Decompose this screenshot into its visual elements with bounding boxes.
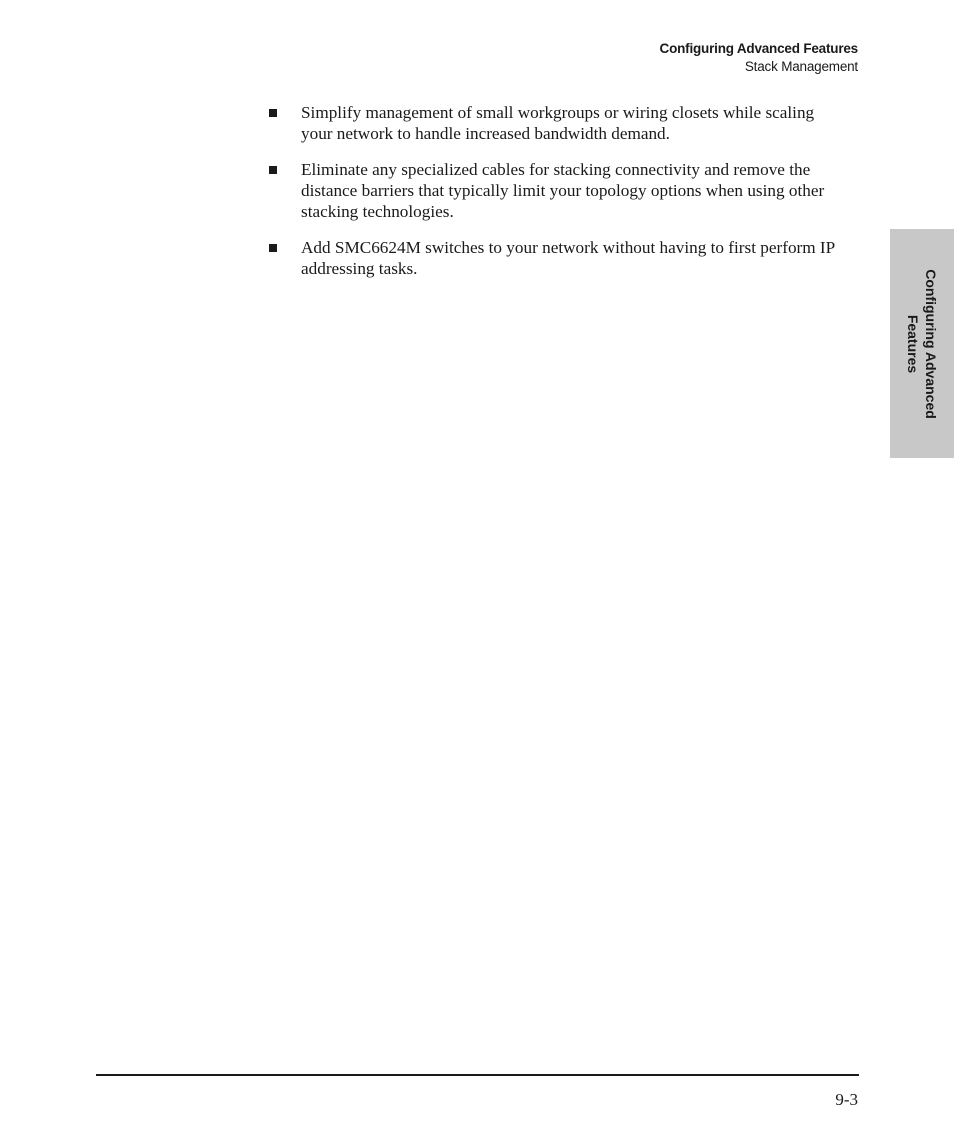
bullet-text: Eliminate any specialized cables for stacking connectivity and remove the distance barriers that typically limit your topology options when using other stacking technologies. <box>301 160 825 221</box>
chapter-tab-label <box>904 269 940 419</box>
list-item <box>268 102 838 144</box>
running-head <box>660 40 858 76</box>
section-title: Stack Management <box>744 59 858 74</box>
chapter-tab-label-line2: Features <box>905 314 921 374</box>
bullet-text: Simplify management of small workgroups or wiring closets while scaling your network to handle increased bandwidth demand. <box>301 103 815 143</box>
footer-rule <box>96 1074 859 1076</box>
page-number: 9-3 <box>835 1090 858 1109</box>
chapter-title: Configuring Advanced Features <box>659 41 858 56</box>
list-item <box>268 159 838 222</box>
chapter-tab-label-line1: Configuring Advanced <box>923 269 939 419</box>
list-item <box>268 237 838 279</box>
square-bullet-icon <box>269 109 277 117</box>
chapter-thumb-tab <box>890 229 954 458</box>
square-bullet-icon <box>269 244 277 252</box>
square-bullet-icon <box>269 166 277 174</box>
bullet-text: Add SMC6624M switches to your network without having to first perform IP addressing tasks. <box>301 238 835 278</box>
feature-bullet-list <box>268 102 838 294</box>
